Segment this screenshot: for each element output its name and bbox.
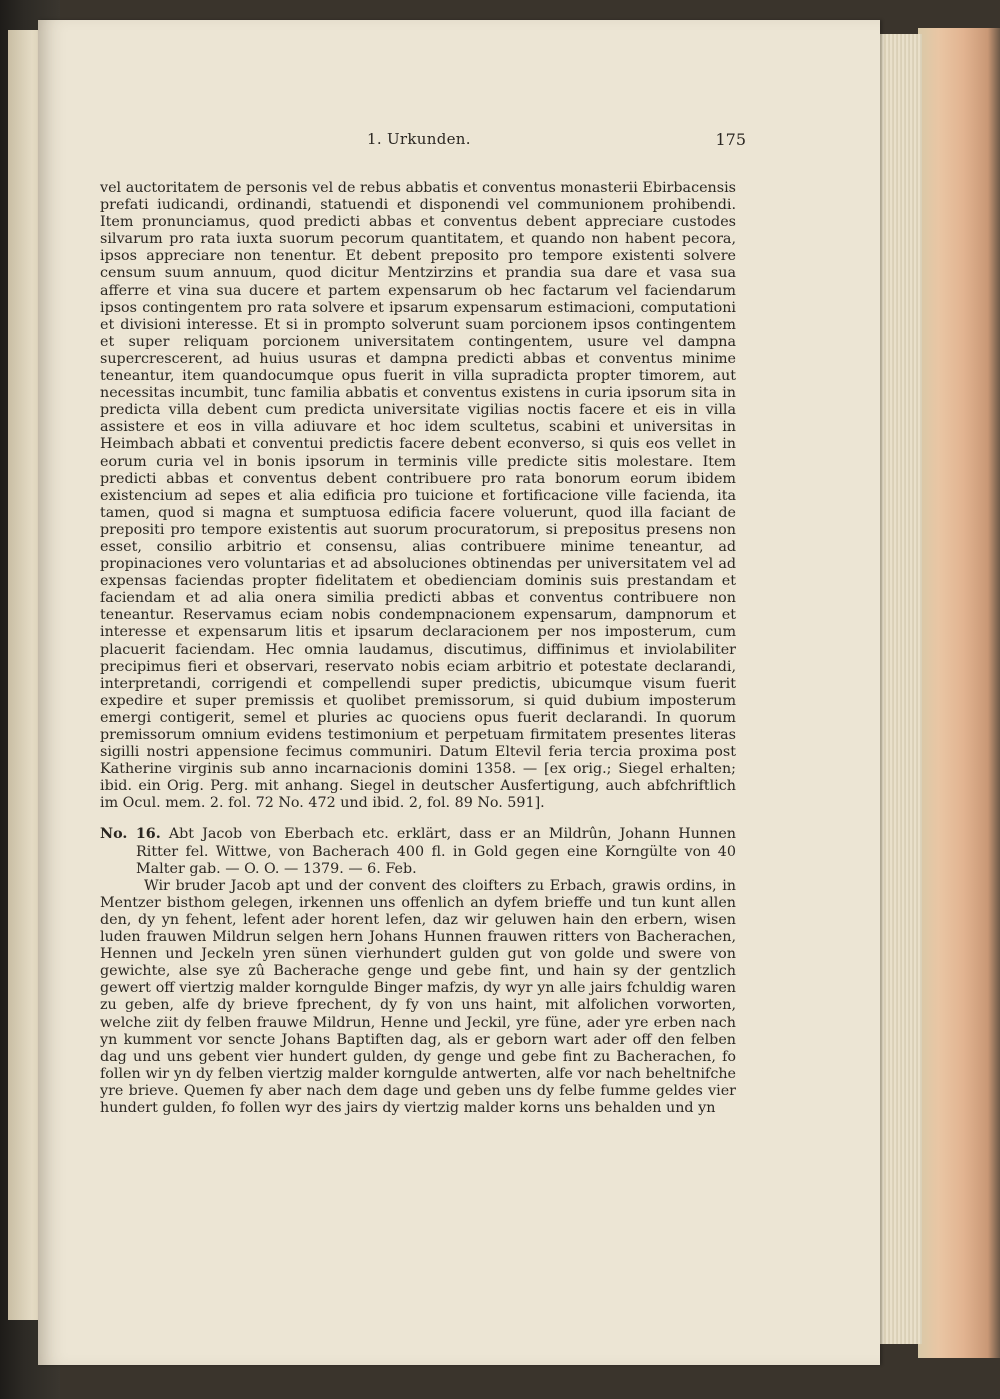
page-body: [100, 180, 736, 1117]
paragraph-document-text: Wir bruder Jacob apt und der convent des cloifters zu Erbach, grawis ordins, in Mentzer bisthom gelegen, irkennen uns offenlich an dyfem brieffe und tun kunt allen den, dy yn fehent, lefent ader horent lefen, daz wir geluwen hain den erbern, wisen luden frauwen Mildrun selgen hern Johans Hunnen frauwen ritters von Bacherachen, Hennen und Jeckeln yren sünen vierhundert gulden gut von golde und swere von gewichte, alse sye zû Bacherache genge und gebe fint, und hain sy der gentzlich gewert off viertzig malder korngulde Binger mafzis, dy wyr yn alle jairs fchuldig waren zu geben, alfe dy brieve fprechent, dy fy von uns haint, mit alfolichen vorworten, welche ziit dy felben frauwe Mildrun, Henne und Jeckil, yre füne, ader yre erben nach yn kumment vor sencte Johans Baptiften dag, als er geborn wart ader off den felben dag und uns gebent vier hundert gulden, dy genge und gebe fint zu Bacherachen, fo follen wir yn dy felben viertzig malder korngulde antwerten, alfe vor nach beheltnifche yre brieve. Quemen fy aber nach dem dage und geben uns dy felbe fumme geldes vier hundert gulden, fo follen wyr des jairs dy viertzig malder korns uns behalden und yn: [100, 877, 736, 1116]
page-number: 175: [715, 130, 746, 149]
running-head: 1. Urkunden.: [367, 130, 471, 148]
entry-summary: Abt Jacob von Eberbach etc. erklärt, dass er an Mildrûn, Johann Hunnen Ritter fel. Wittwe, von Bacherach 400 fl. in Gold gegen eine Korngülte von 40 Malter gab. — O. O. — 1379. — 6. Feb.: [136, 826, 736, 877]
entry-heading: [100, 826, 736, 877]
paragraph-charter-text: vel auctoritatem de personis vel de rebus abbatis et conventus monasterii Ebirbacensis prefati iudicandi, ordinandi, statuendi et disponendi vel communionem prohibendi. Item pronunciamus, quod predicti abbas et conventus debent appreciare custodes silvarum pro rata iuxta suorum pecorum quantitatem, et quando non habent pecora, ipsos appreciare non tenentur. Et debent preposito pro tempore existenti solvere censum suum annuum, quod dicitur Mentzirzins et prandia sua dare et vasa sua afferre et vina sua ducere et partem expensarum ob hec factarum vel faciendarum ipsos contingentem pro rata solvere et ipsarum expensarum estimacioni, computationi et divisioni interesse. Et si in prompto solverunt suam porcionem ipsos contingentem et super reliquam porcionem universitatem contingentem, usure vel dampna supercrescerent, ad huius usuras et dampna predicti abbas et conventus minime teneantur, item quandocumque opus fuerit in villa supradicta propter timorem, aut necessitas incumbit, tunc familia abbatis et conventus existens in curia ipsorum sita in predicta villa debent cum predicta universitate vigilias noctis facere et eis in villa assistere et eos in villa adiuvare et hoc idem scultetus, scabini et universitas in Heimbach abbati et conventui predictis facere debent econverso, si quis eos vellet in eorum curia vel in bonis ipsorum in terminis ville predicte sitis molestare. Item predicti abbas et conventus debent contribuere pro rata bonorum eorum ibidem existencium ad sepes et alia edificia pro tuicione et fortificacione ville facienda, ita tamen, quod si magna et sumptuosa edificia facere voluerunt, quod illa faciant de prepositi pro tempore existentis aut suorum procuratorum, si prepositus presens non esset, consilio arbitrio et consensu, alias contribuere minime teneantur, ad propinaciones vero voluntarias et ad absoluciones obtinendas per universitatem vel ad expensas faciendas propter fidelitatem et obedienciam dominis suis prestandam et faciendam et ad alia onera similia predicti abbas et conventus contribuere non teneantur. Reservamus eciam nobis condempnacionem expensarum, dampnorum et interesse et expensarum litis et ipsarum declaracionem per nos imposterum, cum placuerit faciendam. Hec omnia laudamus, discutimus, diffinimus et inviolabiliter precipimus fieri et observari, reservato nobis eciam arbitrio et potestate declarandi, interpretandi, corrigendi et compellendi super predictis, ubicumque visum fuerit expedire et super premissis et quolibet premissorum, si quid dubium imposterum emergi contigerit, semel et pluries ac quociens opus fuerit declarandi. In quorum premissorum omnium evidens testimonium et perpetuam firmitatem presentes literas sigilli nostri appensione fecimus communiri. Datum Eltevil feria tercia proxima post Katherine virginis sub anno incarnacionis domini 1358. — [ex orig.; Siegel erhalten; ibid. ein Orig. Perg. mit anhang. Siegel in deutscher Ausfertigung, auch abfchriftlich im Ocul. mem. 2. fol. 72 No. 472 und ibid. 2, fol. 89 No. 591].: [100, 180, 736, 812]
page-block-edge: [918, 28, 1000, 1358]
entry-number: No. 16.: [100, 826, 161, 843]
